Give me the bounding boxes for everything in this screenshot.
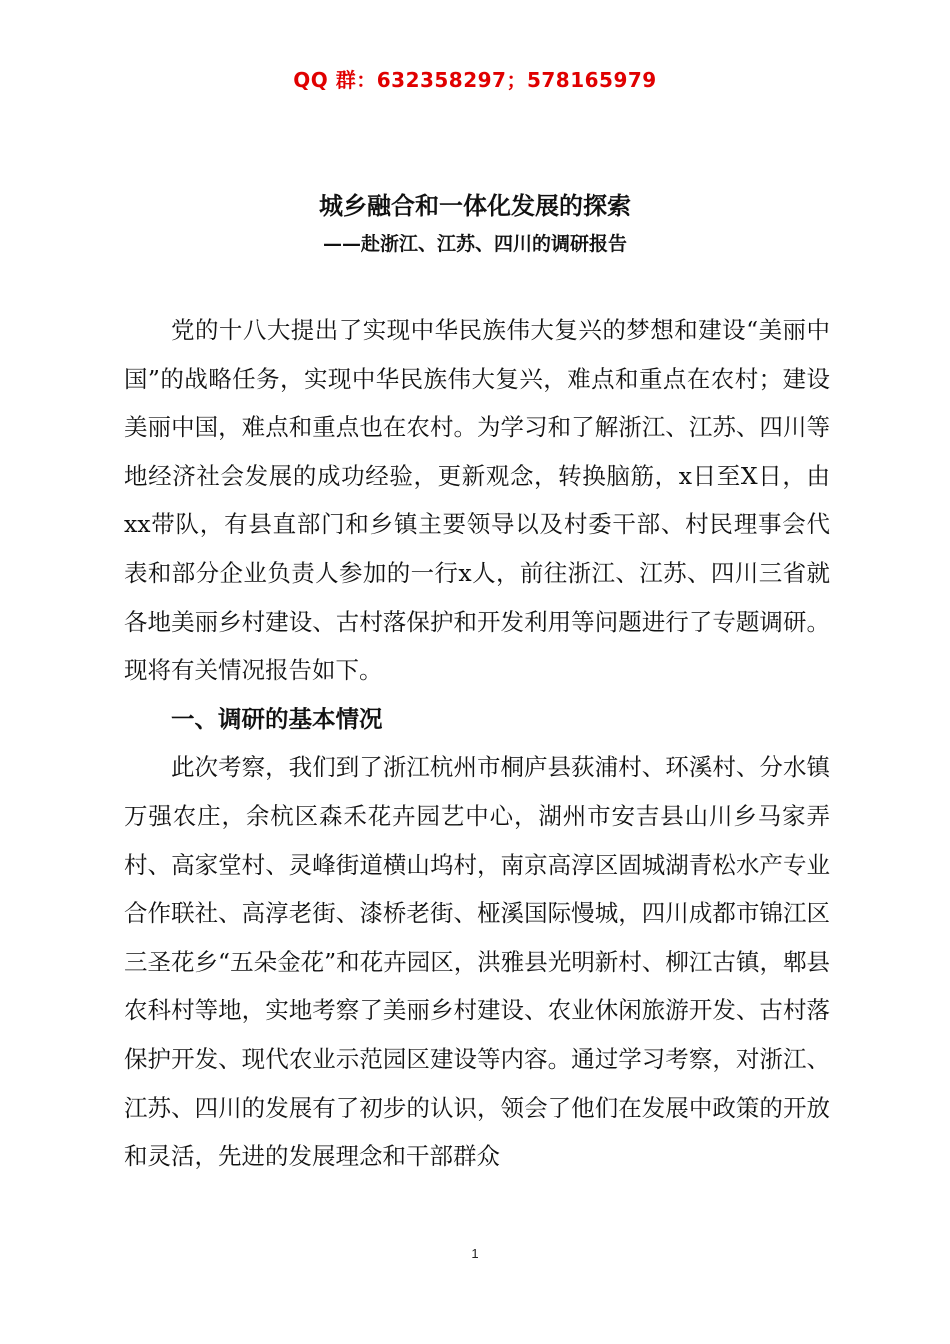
section-heading: 一、调研的基本情况 (171, 704, 383, 733)
document-title: 城乡融合和一体化发展的探索 (319, 192, 631, 220)
qq-group-header: QQ 群：632358297；578165979 (293, 68, 657, 92)
body-paragraph-intro: 党的十八大提出了实现中华民族伟大复兴的梦想和建设“美丽中国”的战略任务，实现中华民族伟大复兴，难点和重点在农村；建设美丽中国，难点和重点也在农村。为学习和了解浙江、江苏、四川等地经济社会发展的成功经验，更新观念，转换脑筋，x日至X日，由xx带队，有县直部门和乡镇主要领导以及村委干部、村民理事会代表和部分企业负责人参加的一行x人，前往浙江、江苏、四川三省就各地美丽乡村建设、古村落保护和开发利用等问题进行了专题调研。现将有关情况报告如下。 (124, 316, 830, 685)
document-subtitle: ——赴浙江、江苏、四川的调研报告 (322, 233, 627, 255)
page-number: 1 (471, 1246, 479, 1261)
document-body (124, 306, 830, 1181)
body-paragraph-section-1: 此次考察，我们到了浙江杭州市桐庐县荻浦村、环溪村、分水镇万强农庄，余杭区森禾花卉园艺中心，湖州市安吉县山川乡马家弄村、高家堂村、灵峰街道横山坞村，南京高淳区固城湖青松水产专业合作联社、高淳老街、漆桥老街、桠溪国际慢城，四川成都市锦江区三圣花乡“五朵金花”和花卉园区，洪雅县光明新村、柳江古镇，郫县农科村等地，实地考察了美丽乡村建设、农业休闲旅游开发、古村落保护开发、现代农业示范园区建设等内容。通过学习考察，对浙江、江苏、四川的发展有了初步的认识，领会了他们在发展中政策的开放和灵活，先进的发展理念和干部群众 (124, 753, 830, 1171)
